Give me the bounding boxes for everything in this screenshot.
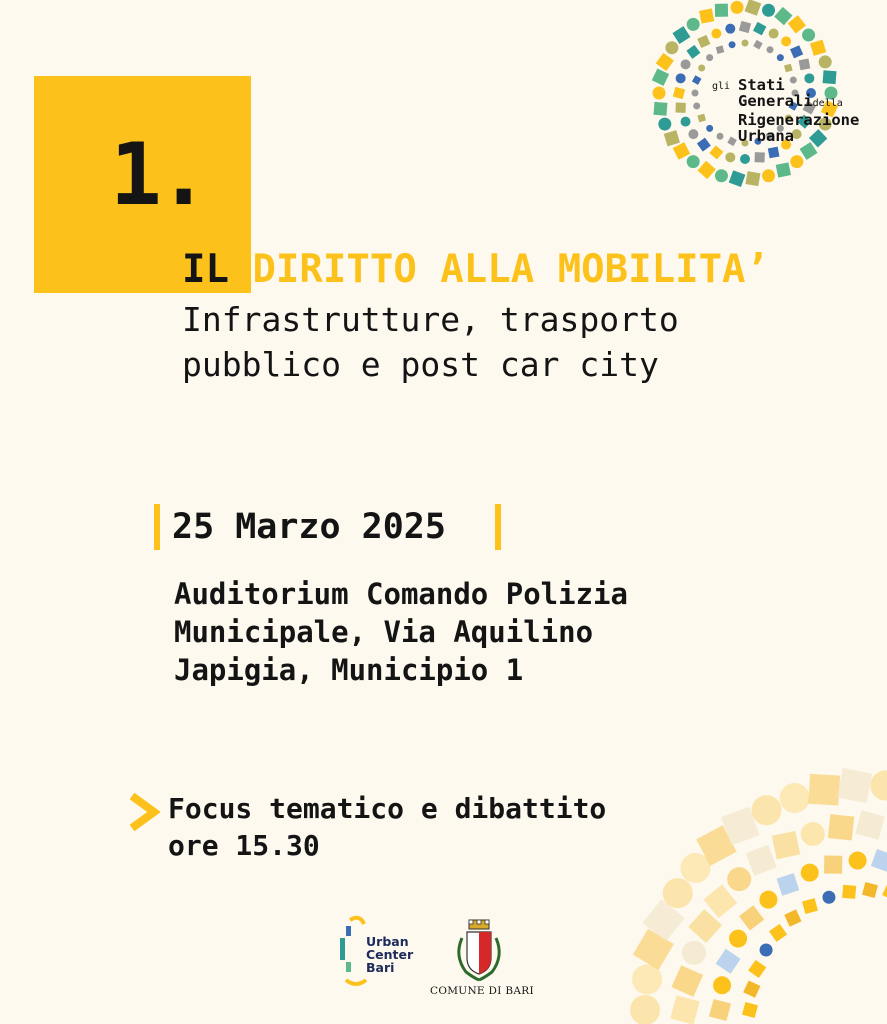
logo-mid-dot-11 bbox=[688, 129, 698, 139]
logo-mid-dot-20 bbox=[725, 24, 735, 34]
deco-third-dot-26 bbox=[801, 864, 819, 882]
deco-inner-dot-19 bbox=[743, 981, 760, 998]
logo-outer-dot-13 bbox=[673, 142, 691, 160]
logo-inner-dot-14 bbox=[698, 65, 705, 72]
logo-outer-dot-8 bbox=[745, 171, 760, 186]
logo-outer-dot-20 bbox=[665, 41, 678, 54]
deco-inner-dot-24 bbox=[802, 898, 818, 914]
event-venue: Auditorium Comando Polizia Municipale, Via Aquilino Japigia, Municipio 1 bbox=[174, 577, 628, 687]
logo-outer-dot-16 bbox=[653, 102, 667, 116]
logo-outer-dot-31 bbox=[810, 40, 826, 56]
logo-inner-dot-18 bbox=[742, 40, 749, 47]
logo-inner-dot-15 bbox=[706, 54, 713, 61]
uc-line-2: Center bbox=[366, 947, 414, 962]
deco-inner-dot-20 bbox=[748, 960, 766, 978]
deco-inner-dot-22 bbox=[769, 924, 787, 942]
deco-third-dot-20 bbox=[713, 976, 731, 994]
logo-generali: Generali bbox=[738, 92, 813, 110]
logo-outer-dot-32 bbox=[819, 55, 832, 68]
deco-third-dot-24 bbox=[759, 891, 777, 909]
deco-third-dot-29 bbox=[871, 849, 887, 872]
logo-mid-dot-5 bbox=[768, 147, 780, 159]
deco-second-dot-26 bbox=[746, 845, 777, 876]
deco-third-dot-19 bbox=[709, 999, 731, 1021]
logo-outer-dot-27 bbox=[762, 4, 775, 17]
logo-inner-dot-17 bbox=[729, 41, 736, 48]
logo-mid-dot-22 bbox=[753, 22, 767, 36]
logo-mid-dot-25 bbox=[790, 45, 803, 58]
logo-outer-dot-11 bbox=[697, 161, 715, 179]
logo-outer-dot-10 bbox=[715, 169, 728, 182]
logo-della: della bbox=[812, 98, 843, 109]
title-prefix: IL bbox=[182, 247, 229, 292]
logo-mid-dot-16 bbox=[681, 59, 691, 69]
event-title bbox=[182, 247, 770, 292]
logo-mid-dot-8 bbox=[725, 152, 735, 162]
logo-mid-dot-19 bbox=[711, 29, 721, 39]
logo-outer-dot-24 bbox=[715, 4, 728, 17]
logo-outer-dot-14 bbox=[664, 130, 680, 146]
logo-outer-dot-26 bbox=[745, 0, 762, 16]
logo-outer-dot-21 bbox=[672, 26, 690, 44]
deco-third-dot-23 bbox=[739, 905, 764, 930]
logo-stati: Stati bbox=[738, 76, 785, 94]
deco-inner-dot-23 bbox=[784, 909, 801, 926]
logo-outer-dot-6 bbox=[776, 162, 791, 177]
logo-inner-dot-7 bbox=[727, 137, 737, 147]
logo-mid-dot-26 bbox=[799, 59, 811, 71]
event-focus: Focus tematico e dibattito ore 15.30 bbox=[168, 792, 607, 862]
coat-of-arms-icon bbox=[452, 918, 506, 982]
deco-second-dot-30 bbox=[855, 810, 884, 839]
logo-outer-dot-30 bbox=[802, 29, 815, 42]
logo-outer-dot-22 bbox=[687, 18, 700, 31]
deco-outer-dot-33 bbox=[808, 774, 840, 806]
logo-outer-dot-4 bbox=[800, 142, 818, 160]
logo-outer-dot-25 bbox=[731, 1, 744, 14]
deco-inner-dot-26 bbox=[842, 885, 856, 899]
stati-generali-logo bbox=[712, 76, 860, 145]
logo-inner-dot-20 bbox=[767, 46, 774, 53]
logo-rigenerazione: Rigenerazione bbox=[738, 111, 860, 129]
logo-mid-dot-24 bbox=[781, 36, 791, 46]
logo-inner-dot-9 bbox=[706, 125, 713, 132]
deco-second-dot-22 bbox=[682, 941, 706, 965]
logo-outer-dot-19 bbox=[656, 53, 674, 71]
deco-second-dot-28 bbox=[801, 822, 825, 846]
deco-second-dot-20 bbox=[670, 995, 699, 1024]
comune-di-bari-label: COMUNE DI BARI bbox=[430, 985, 534, 997]
date-bar-left bbox=[154, 504, 160, 550]
deco-third-dot-22 bbox=[729, 930, 747, 948]
logo-outer-dot-12 bbox=[687, 155, 700, 168]
title-highlight: DIRITTO ALLA MOBILITA’ bbox=[252, 247, 770, 292]
deco-inner-dot-28 bbox=[882, 883, 887, 900]
date-bar-right bbox=[495, 504, 501, 550]
deco-outer-dot-35 bbox=[870, 771, 887, 801]
event-number: 1. bbox=[110, 125, 206, 225]
deco-outer-dot-31 bbox=[751, 795, 781, 825]
logo-mid-dot-14 bbox=[673, 87, 685, 99]
deco-inner-dot-18 bbox=[742, 1002, 758, 1018]
logo-inner-dot-21 bbox=[777, 54, 784, 61]
deco-third-dot-28 bbox=[849, 852, 867, 870]
deco-second-dot-29 bbox=[828, 814, 854, 840]
logo-mid-dot-21 bbox=[739, 21, 751, 33]
urban-center-icon bbox=[336, 912, 368, 992]
logo-outer-dot-5 bbox=[790, 155, 803, 168]
deco-third-dot-27 bbox=[824, 855, 842, 873]
logo-outer-dot-23 bbox=[699, 8, 714, 23]
deco-inner-dot-21 bbox=[760, 944, 773, 957]
logo-mid-dot-15 bbox=[676, 73, 686, 83]
logo-mid-dot-12 bbox=[681, 117, 691, 127]
urban-center-logo bbox=[366, 935, 426, 974]
logo-inner-dot-19 bbox=[753, 40, 763, 50]
event-date: 25 Marzo 2025 bbox=[172, 507, 446, 547]
logo-inner-dot-22 bbox=[784, 64, 793, 73]
logo-inner-dot-12 bbox=[692, 90, 699, 97]
deco-second-dot-21 bbox=[671, 965, 703, 997]
logo-outer-dot-9 bbox=[729, 170, 746, 187]
event-subtitle: Infrastrutture, trasporto pubblico e post car city bbox=[182, 300, 679, 384]
logo-mid-dot-18 bbox=[697, 35, 710, 48]
deco-inner-dot-27 bbox=[862, 882, 878, 898]
logo-mid-dot-10 bbox=[697, 138, 711, 152]
logo-mid-dot-23 bbox=[769, 29, 779, 39]
deco-second-dot-27 bbox=[772, 831, 800, 859]
deco-second-dot-25 bbox=[727, 867, 751, 891]
uc-line-1: Urban bbox=[366, 934, 409, 949]
logo-inner-dot-10 bbox=[697, 114, 706, 123]
deco-third-dot-25 bbox=[777, 873, 800, 896]
logo-inner-dot-8 bbox=[717, 133, 724, 140]
logo-gli: gli bbox=[712, 81, 731, 92]
logo-outer-dot-15 bbox=[658, 118, 671, 131]
deco-outer-dot-23 bbox=[630, 995, 660, 1024]
deco-outer-dot-34 bbox=[837, 768, 872, 803]
decorative-rings-icon bbox=[600, 755, 887, 1024]
deco-third-dot-21 bbox=[716, 949, 741, 974]
logo-inner-dot-16 bbox=[716, 45, 725, 54]
logo-mid-dot-7 bbox=[740, 154, 750, 164]
logo-inner-dot-13 bbox=[692, 75, 702, 85]
logo-mid-dot-9 bbox=[709, 145, 723, 159]
logo-mid-dot-6 bbox=[755, 152, 765, 162]
deco-outer-dot-32 bbox=[780, 783, 810, 813]
logo-outer-dot-17 bbox=[653, 87, 666, 100]
logo-mid-dot-17 bbox=[686, 45, 700, 59]
logo-mid-dot-13 bbox=[675, 103, 685, 113]
logo-outer-dot-7 bbox=[762, 169, 775, 182]
logo-outer-dot-18 bbox=[652, 69, 669, 86]
uc-line-3: Bari bbox=[366, 960, 395, 975]
chevron-right-icon bbox=[126, 792, 160, 832]
logo-outer-dot-29 bbox=[788, 15, 806, 33]
logo-inner-dot-11 bbox=[693, 102, 700, 109]
deco-inner-dot-25 bbox=[822, 891, 835, 904]
deco-outer-dot-27 bbox=[663, 878, 693, 908]
logo-urbana: Urbana bbox=[738, 127, 794, 145]
